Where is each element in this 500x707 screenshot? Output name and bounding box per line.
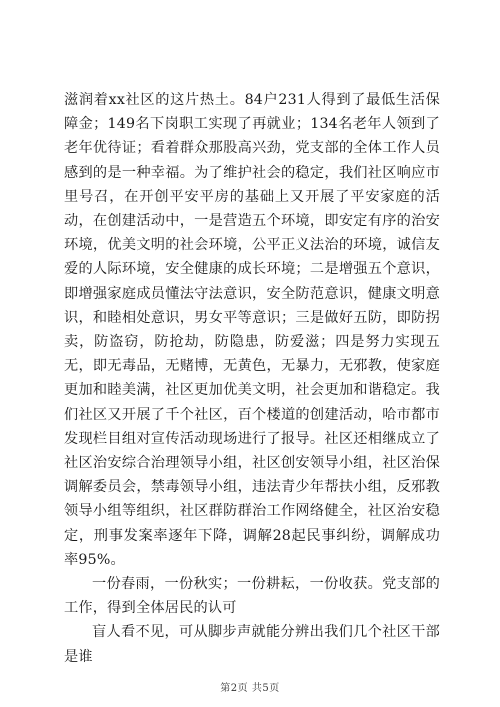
paragraph-recognition: 一份春雨，一份秋实；一份耕耘，一份收获。党支部的工作，得到全体居民的认可 bbox=[64, 576, 440, 617]
page-footer bbox=[0, 679, 500, 694]
page-indicator: 第2页 共5页 bbox=[220, 683, 280, 694]
paragraph-blind-resident: 盲人看不见，可从脚步声就能分辨出我们几个社区干部是谁 bbox=[64, 624, 440, 665]
paragraph-community-achievements: 滋润着xx社区的这片热土。84户231人得到了最低生活保障金；149名下岗职工实现了再就业；134名老年人领到了老年优待证；看着群众那股高兴劲，党支部的全体工作人员感到的是一种幸福。为了维护社会的稳定，我们社区响应市里号召，在开创平安平房的基础上又开展了平安家庭的活动，在创建活动中，一是营造五个环境，即安定有序的治安环境，优美文明的社会环境，公平正义法治的环境，诚信友爱的人际环境，安全健康的成长环境；二是增强五个意识，即增强家庭成员懂法守法意识，安全防范意识，健康文明意识，和睦相处意识，男女平等意识；三是做好五防，即防拐卖，防盗窃，防抢劫，防隐患，防爱滋；四是努力实现五无，即无毒品，无赌博，无黄色，无暴力，无邪教，使家庭更加和睦美满，社区更加优美文明，社会更加和谐稳定。我们社区又开展了千个社区，百个楼道的创建活动，哈市都市发现栏目组对宣传活动现场进行了报导。社区还相继成立了社区治安综合治理领导小组，社区创安领导小组，社区治保调解委员会，禁毒领导小组，违法青少年帮扶小组，反邪教领导小组等组织，社区群防群治工作网络健全，社区治安稳定，刑事发案率逐年下降，调解28起民事纠纷，调解成功率95%。 bbox=[64, 92, 440, 568]
document-body bbox=[64, 88, 440, 669]
